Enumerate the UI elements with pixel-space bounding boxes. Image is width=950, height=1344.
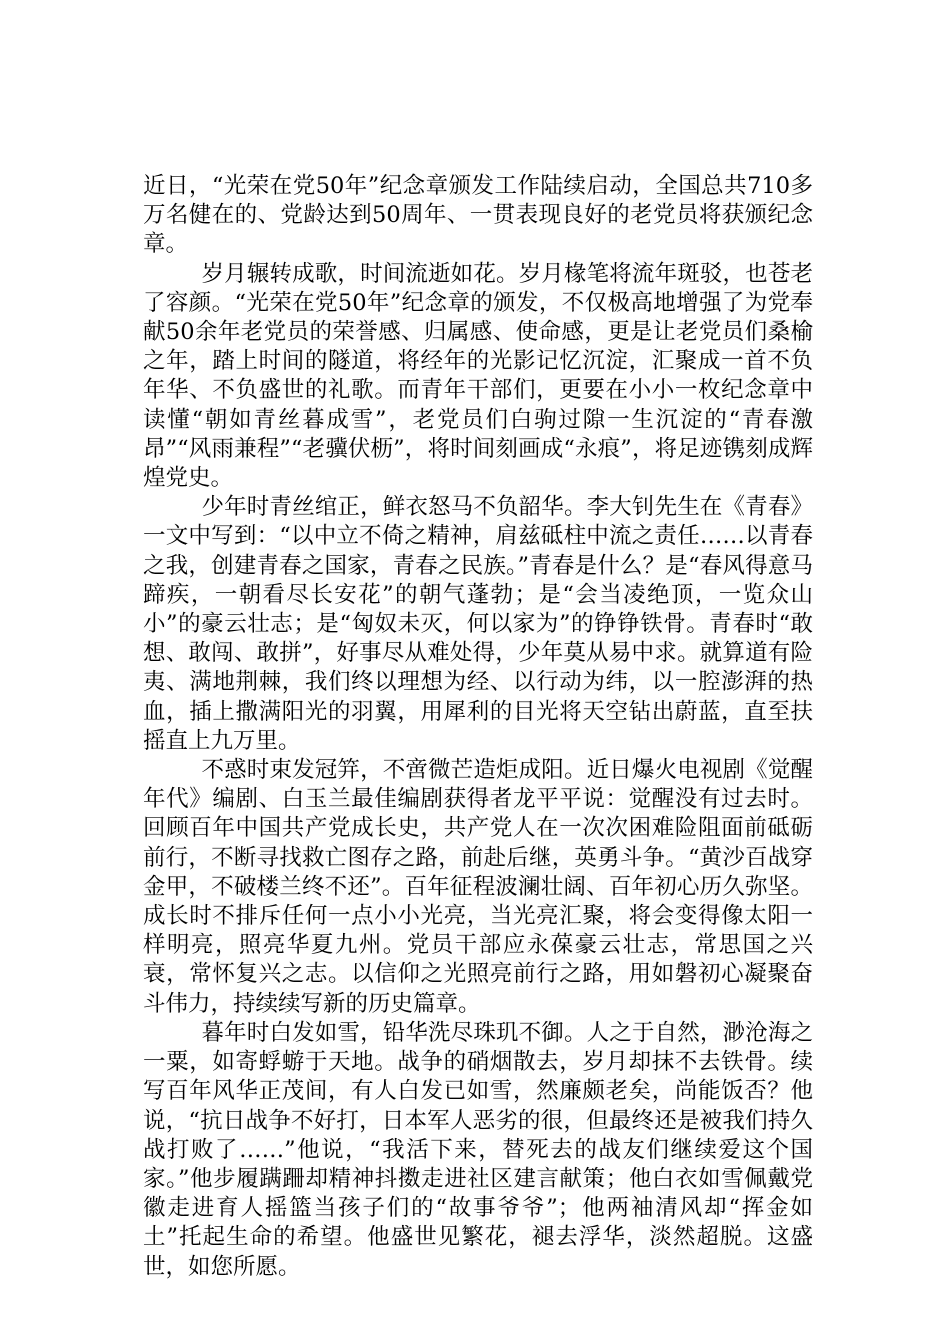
paragraph-youth: 少年时青丝绾正，鲜衣怒马不负韶华。李大钊先生在《青春》一文中写到：“以中立不倚之精神，肩兹砥柱中流之责任……以青春之我，创建青春之国家，青春之民族。”青春是什么？是“春风得意马蹄疾，一朝看尽长安花”的朝气蓬勃；是“会当凌绝顶，一览众山小”的豪云壮志；是“匈奴未灭，何以家为”的铮铮铁骨。青春时“敢想、敢闯、敢拼”，好事尽从难处得，少年莫从易中求。就算道有险夷、满地荆棘，我们终以理想为经、以行动为纬，以一腔澎湃的热血，插上撒满阳光的羽翼，用犀利的目光将天空钻出蔚蓝，直至扶摇直上九万里。: [143, 494, 813, 754]
paragraph-old-age: 暮年时白发如雪，铅华洗尽珠玑不御。人之于自然，渺沧海之一粟，如寄蜉蝣于天地。战争的硝烟散去，岁月却抹不去铁骨。续写百年风华正茂间，有人白发已如雪，然廉颇老矣，尚能饭否？他说，“抗日战争不好打，日本军人恶劣的很，但最终还是被我们持久战打败了……”他说，“我活下来，替死去的战友们继续爱这个国家。”他步履蹒跚却精神抖擞走进社区建言献策；他白衣如雪佩戴党徽走进育人摇篮当孩子们的“故事爷爷”；他两袖清风却“挥金如土”托起生命的希望。他盛世见繁花，褪去浮华，淡然超脱。这盛世，如您所愿。: [143, 1019, 813, 1280]
paragraph-middle-age: 不惑时束发冠笄，不啻微芒造炬成阳。近日爆火电视剧《觉醒年代》编剧、白玉兰最佳编剧获得者龙平平说：觉醒没有过去时。回顾百年中国共产党成长史，共产党人在一次次困难险阻面前砥砺前行，不断寻找救亡图存之路，前赴后继，英勇斗争。“黄沙百战穿金甲，不破楼兰终不还”。百年征程波澜壮阔、百年初心历久弥坚。成长时不排斥任何一点小小光亮，当光亮汇聚，将会变得像太阳一样明亮，照亮华夏九州。党员干部应永葆豪云壮志，常思国之兴衰，常怀复兴之志。以信仰之光照亮前行之路，用如磐初心凝聚奋斗伟力，持续续写新的历史篇章。: [143, 757, 813, 1017]
paragraph-intro: 近日，“光荣在党50年”纪念章颁发工作陆续启动，全国总共710多万名健在的、党龄达到50周年、一贯表现良好的老党员将获颁纪念章。: [143, 173, 813, 258]
article-body: [143, 172, 813, 1282]
paragraph-years-song: 岁月辗转成歌，时间流逝如花。岁月椽笔将流年斑驳，也苍老了容颜。“光荣在党50年”纪念章的颁发，不仅极高地增强了为党奉献50余年老党员的荣誉感、归属感、使命感，更是让老党员们桑榆之年，踏上时间的隧道，将经年的光影记忆沉淀，汇聚成一首不负年华、不负盛世的礼歌。而青年干部们，更要在小小一枚纪念章中读懂“朝如青丝暮成雪”，老党员们白驹过隙一生沉淀的“青春激昂”“风雨兼程”“老骥伏枥”，将时间刻画成“永痕”，将足迹镌刻成辉煌党史。: [143, 260, 813, 492]
